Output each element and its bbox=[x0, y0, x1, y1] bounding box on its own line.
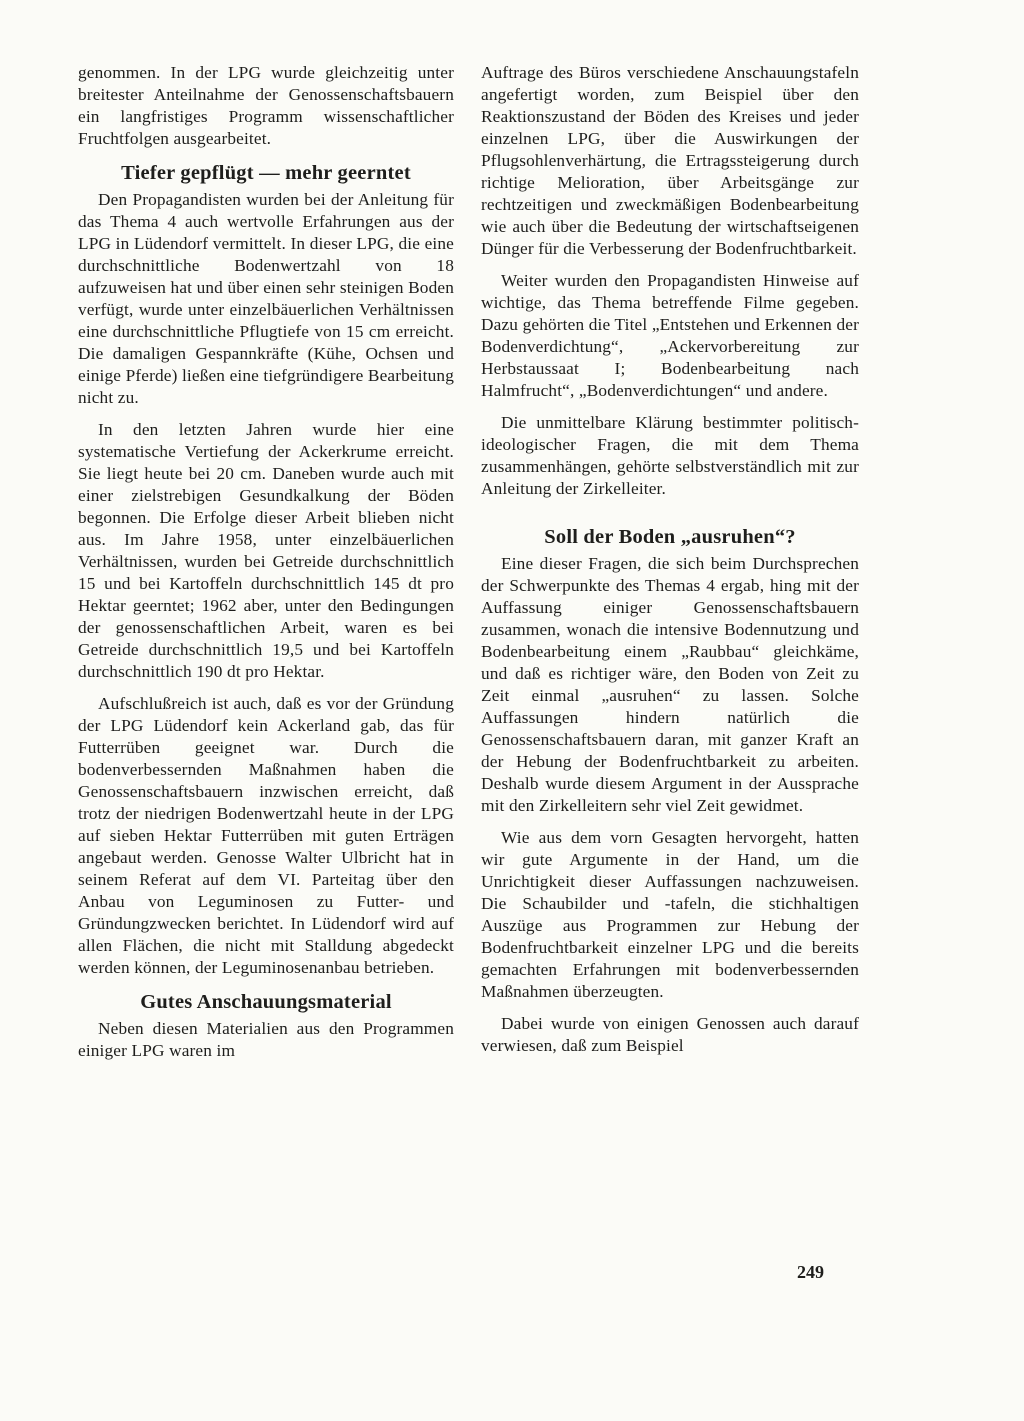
paragraph: Aufschlußreich ist auch, daß es vor der Gründung der LPG Lüdendorf kein Ackerland gab, das für Futterrüben geeignet war. Durch die bodenverbessernden Maßnahmen haben die Genossenschaftsbauern inzwischen erreicht, daß trotz der niedrigen Bodenwertzahl heute in der LPG auf sieben Hektar Futterrüben mit guten Erträgen angebaut werden. Genosse Walter Ulbricht hat in seinem Referat auf dem VI. Parteitag über den Anbau von Leguminosen zu Futter- und Gründungzwecken berichtet. In Lüdendorf wird auf allen Flächen, die nicht mit Stalldung abgedeckt werden können, der Leguminosenanbau betrieben. bbox=[78, 694, 454, 977]
paragraph: Neben diesen Materialien aus den Programmen einiger LPG waren im bbox=[78, 1019, 454, 1060]
paragraph: Auftrage des Büros verschiedene Anschauungstafeln angefertigt worden, zum Beispiel über den Reaktionszustand der Böden des Kreises und jeder einzelnen LPG, über die Auswirkungen der Pflugsohlenverhärtung, die Ertragssteigerung durch richtige Melioration, über Arbeitsgänge zur rechtzeitigen und zweckmäßigen Bodenbearbeitung wie auch über die Bedeutung der wirtschaftseigenen Dünger für die Verbesserung der Bodenfruchtbarkeit. bbox=[481, 63, 859, 258]
left-column bbox=[78, 62, 454, 1072]
paragraph: Weiter wurden den Propagandisten Hinweise auf wichtige, das Thema betreffende Filme gegeben. Dazu gehörten die Titel „Entstehen und Erkennen der Bodenverdichtung“, „Ackervorbereitung zur Herbstaussaat I; Bodenbearbeitung nach Halmfrucht“, „Bodenverdichtungen“ und andere. bbox=[481, 271, 859, 400]
paragraph: Den Propagandisten wurden bei der Anleitung für das Thema 4 auch wertvolle Erfahrungen aus der LPG in Lüdendorf vermittelt. In dieser LPG, die eine durchschnittliche Bodenwertzahl von 18 aufzuweisen hat und über einen sehr steinigen Boden verfügt, wurde unter einzelbäuerlichen Verhältnissen eine durchschnittliche Pflugtiefe von 15 cm erreicht. Die damaligen Gespannkräfte (Kühe, Ochsen und einige Pferde) ließen eine tiefgründigere Bearbeitung nicht zu. bbox=[78, 190, 454, 407]
right-column bbox=[481, 62, 859, 1067]
paragraph: Wie aus dem vorn Gesagten hervorgeht, hatten wir gute Argumente in der Hand, um die Unrichtigkeit dieser Auffassungen nachzuweisen. Die Schaubilder und -tafeln, die stichhaltigen Auszüge aus Programmen zur Hebung der Bodenfruchtbarkeit einzelner LPG und die bereits gemachten Erfahrungen mit bodenverbessernden Maßnahmen überzeugten. bbox=[481, 828, 859, 1001]
paragraph: Dabei wurde von einigen Genossen auch darauf verwiesen, daß zum Beispiel bbox=[481, 1014, 859, 1055]
paragraph: Die unmittelbare Klärung bestimmter politisch-ideologischer Fragen, die mit dem Thema zusammenhängen, gehörte selbstverständlich mit zur Anleitung der Zirkelleiter. bbox=[481, 413, 859, 498]
page-number: 249 bbox=[797, 1262, 824, 1282]
section-heading: Soll der Boden „ausruhen“? bbox=[544, 526, 796, 548]
section-heading: Gutes Anschauungsmaterial bbox=[140, 991, 392, 1013]
paragraph: genommen. In der LPG wurde gleichzeitig unter breitester Anteilnahme der Genossenschaftsbauern ein langfristiges Programm wissenschaftlicher Fruchtfolgen ausgearbeitet. bbox=[78, 63, 454, 148]
paragraph: In den letzten Jahren wurde hier eine systematische Vertiefung der Ackerkrume erreicht. Sie liegt heute bei 20 cm. Daneben wurde auch mit einer zielstrebigen Gesundkalkung der Böden begonnen. Die Erfolge dieser Arbeit blieben nicht aus. Im Jahre 1958, unter einzelbäuerlichen Verhältnissen, wurden bei Getreide durchschnittlich 15 und bei Kartoffeln durchschnittlich 145 dt pro Hektar geerntet; 1962 aber, unter den Bedingungen der genossenschaftlichen Arbeit, waren es bei Getreide durchschnittlich 19,5 und bei Kartoffeln durchschnittlich 190 dt pro Hektar. bbox=[78, 420, 454, 681]
section-heading: Tiefer gepflügt — mehr geerntet bbox=[121, 162, 411, 184]
paragraph: Eine dieser Fragen, die sich beim Durchsprechen der Schwerpunkte des Themas 4 ergab, hing mit der Auffassung einiger Genossenschaftsbauern zusammen, wonach die intensive Bodennutzung und Bodenbearbeitung einem „Raubbau“ gleichkäme, und daß es richtiger wäre, den Boden von Zeit zu Zeit einmal „ausruhen“ zu lassen. Solche Auffassungen hindern natürlich die Genossenschaftsbauern daran, mit ganzer Kraft an der Hebung der Bodenfruchtbarkeit zu arbeiten. Deshalb wurde diesem Argument in der Aussprache mit den Zirkelleitern sehr viel Zeit gewidmet. bbox=[481, 554, 859, 815]
